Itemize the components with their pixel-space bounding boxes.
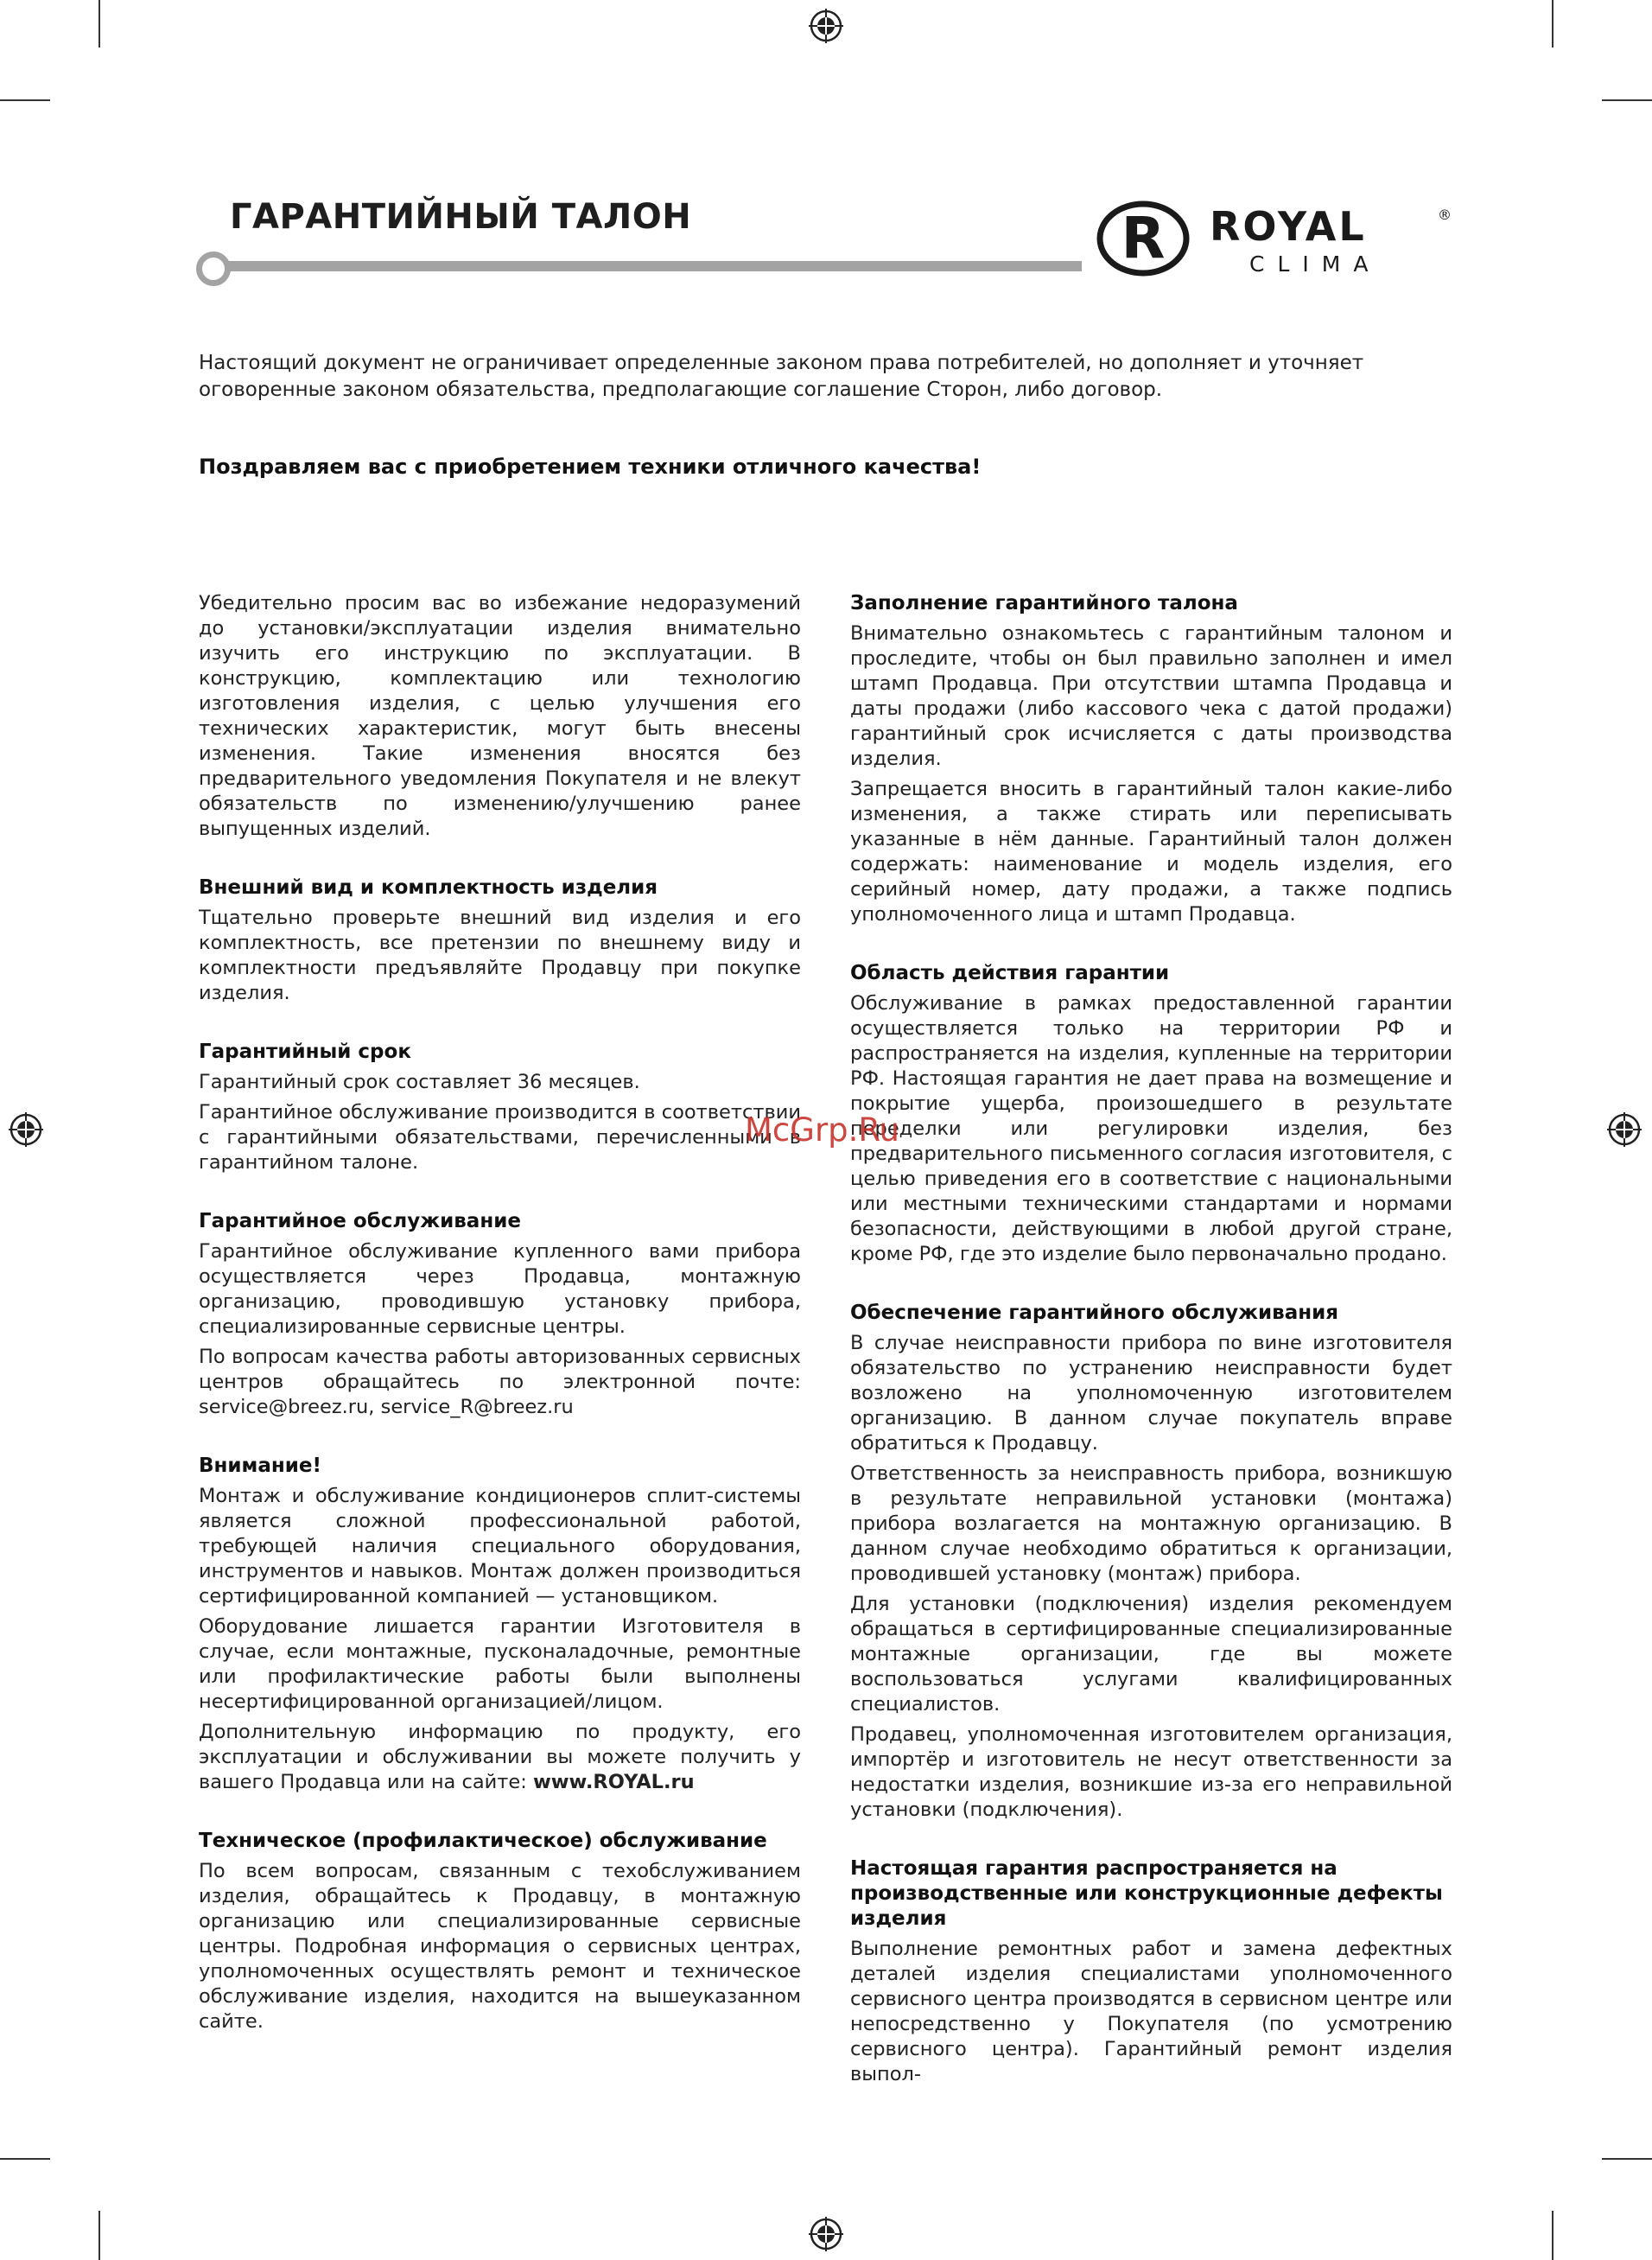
registration-mark-icon <box>7 1111 45 1149</box>
paragraph: Внимательно ознакомьтесь с гарантийным талоном и проследите, чтобы он был правильно заполнен и имел штамп Продавца. При отсутствии штампа Продавца и даты продажи (либо кассового чека с датой продажи) гарантийный срок исчисляется с даты производства изделия. <box>850 622 1452 770</box>
royal-clima-logo <box>1096 197 1458 280</box>
paragraph: Оборудование лишается гарантии Изготовителя в случае, если монтажные, пусконаладочные, ремонтные или профилактические работы были выполнены несертифицированной организацией/лицом. <box>199 1615 801 1713</box>
section-title: Настоящая гарантия распространяется на производственные или конструкционные дефекты изделия <box>850 1857 1443 1930</box>
crop-mark <box>0 99 50 101</box>
paragraph: Гарантийный срок составляет 36 месяцев. <box>199 1071 640 1093</box>
paragraph <box>199 1720 801 1795</box>
crop-mark <box>1552 2211 1554 2260</box>
paragraph: По всем вопросам, связанным с техобслуживанием изделия, обращайтесь к Продавцу, в монтажную организацию или специализированные сервисные центры. Подробная информация о сервисных центрах, уполномоченных осуществлять ремонт и техническое обслуживание изделия, находится на вышеуказанном сайте. <box>199 1860 801 2033</box>
paragraph: Монтаж и обслуживание кондиционеров сплит-системы является сложной профессиональной работой, требующей наличия специального оборудования, инструментов и навыков. Монтаж должен производиться сертифицированной компанией — установщиком. <box>199 1485 801 1607</box>
congrats-heading: Поздравляем вас с приобретением техники отличного качества! <box>199 455 982 479</box>
crop-mark <box>1552 0 1554 48</box>
logo-mark: R <box>1121 205 1166 271</box>
paragraph: Для установки (подключения) изделия рекомендуем обращаться в сертифицированные специализированные монтажные организации, где вы можете воспользоваться услугами квалифицированных специалистов. <box>850 1593 1452 1716</box>
paragraph: Гарантийное обслуживание купленного вами прибора осуществляется через Продавца, монтажную организацию, проводившую установку прибора, специализированные сервисные центры. <box>199 1240 801 1338</box>
section-title: Обеспечение гарантийного обслуживания <box>850 1302 1339 1324</box>
paragraph: По вопросам качества работы авторизованных сервисных центров обращайтесь по электронной почте: service@breez.ru, service_R@breez.ru <box>199 1346 801 1418</box>
section-title: Техническое (профилактическое) обслуживание <box>199 1830 767 1852</box>
paragraph: Убедительно просим вас во избежание недоразумений до установки/эксплуатации изделия внимательно изучить его инструкцию по эксплуатации. В конструкцию, комплектацию или технологию изготовления изделия, с целью улучшения его технических характеристик, могут быть внесены изменения. Такие изменения вносятся без предварительного уведомления Покупателя и не влекут обязательств по изменению/улучшению ранее выпущенных изделий. <box>199 592 801 840</box>
paragraph: Продавец, уполномоченная изготовителем организация, импортёр и изготовитель не несут ответственности за недостатки изделия, возникшие из-за его неправильной установки (подключения). <box>850 1723 1452 1821</box>
section-title: Гарантийное обслуживание <box>199 1210 521 1232</box>
crop-mark <box>0 2158 50 2160</box>
paragraph: Гарантийное обслуживание производится в соответствии с гарантийными обязательствами, перечисленными в гарантийном талоне. <box>199 1101 801 1174</box>
paragraph: Обслуживание в рамках предоставленной гарантии осуществляется только на территории РФ и распространяется на изделия, купленные на территории РФ. Настоящая гарантия не дает права на возмещение и покрытие ущерба, произошедшего в результате переделки или регулировки изделия, без предварительного письменного согласия изготовителя, с целью приведения его в соответствие с национальными или местными техническими стандартами и нормами безопасности, действующими в любой другой стране, кроме РФ, где это изделие было первоначально продано. <box>850 992 1452 1265</box>
section-title: Гарантийный срок <box>199 1041 411 1063</box>
crop-mark <box>1602 99 1652 101</box>
section-title: Внешний вид и комплектность изделия <box>199 876 658 899</box>
paragraph: Запрещается вносить в гарантийный талон какие-либо изменения, а также стирать или переписывать указанные в нём данные. Гарантийный талон должен содержать: наименование и модель изделия, его серийный номер, дату продажи, а также подпись уполномоченного лица и штамп Продавца. <box>850 778 1452 926</box>
logo-sub: CLIMA <box>1249 251 1382 277</box>
paragraph: Выполнение ремонтных работ и замена дефектных деталей изделия специалистами уполномоченного сервисного центра производятся в сервисном центре или непосредственно у Покупателя (по усмотрению сервисного центра). Гарантийный ремонт изделия выпол- <box>850 1938 1452 2085</box>
right-column <box>850 591 1452 2092</box>
left-column <box>199 591 801 2040</box>
crop-mark <box>1602 2158 1652 2160</box>
registration-mark-icon <box>807 7 845 45</box>
paragraph: Тщательно проверьте внешний вид изделия и его комплектность, все претензии по внешнему виду и комплектности предъявляйте Продавцу при покупке изделия. <box>199 907 801 1004</box>
intro-text: Настоящий документ не ограничивает определенные законом права потребителей, но дополняет и уточняет оговоренные законом обязательства, предполагающие соглашение Сторон, либо договор. <box>199 352 1364 401</box>
crop-mark <box>98 2211 100 2260</box>
crop-mark <box>98 0 100 48</box>
paragraph: Ответственность за неисправность прибора, возникшую в результате неправильной установки (монтажа) прибора возлагается на монтажную организацию. В данном случае необходимо обратиться к организации, проводившей установку (монтаж) прибора. <box>850 1462 1452 1585</box>
registration-mark-icon <box>807 2215 845 2253</box>
section-title: Область действия гарантии <box>850 962 1170 984</box>
registration-mark-icon <box>1605 1111 1643 1149</box>
logo-brand: ROYAL <box>1210 203 1367 250</box>
logo-registered: ® <box>1438 207 1452 223</box>
title-rule-bar <box>225 261 1082 271</box>
page-title: ГАРАНТИЙНЫЙ ТАЛОН <box>230 197 692 237</box>
watermark: McGrp.Ru <box>745 1111 899 1149</box>
section-title: Внимание! <box>199 1455 321 1477</box>
paragraph: В случае неисправности прибора по вине изготовителя обязательство по устранению неисправности будет возложено на уполномоченную изготовителем организацию. В данном случае покупатель вправе обратиться к Продавцу. <box>850 1332 1452 1455</box>
website-link[interactable]: www.ROYAL.ru <box>532 1771 695 1793</box>
section-title: Заполнение гарантийного талона <box>850 592 1238 614</box>
paragraph-text: Дополнительную информацию по продукту, его эксплуатации и обслуживании вы можете получить у вашего Продавца или на сайте: <box>199 1721 801 1793</box>
